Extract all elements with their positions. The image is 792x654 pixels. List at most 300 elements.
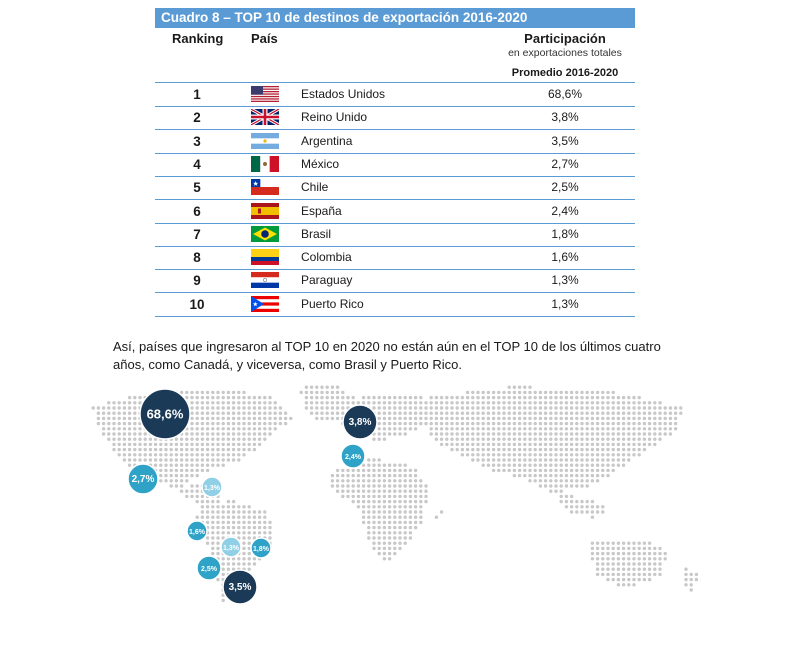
map-dot [336,484,339,487]
map-dot [430,401,433,404]
map-dot [471,443,474,446]
map-dot [596,396,599,399]
map-dot [450,396,453,399]
map-dot [227,516,230,519]
map-dot [508,422,511,425]
map-dot [232,443,235,446]
map-dot [575,396,578,399]
map-dot [638,422,641,425]
map-dot [658,573,661,576]
map-dot [211,396,214,399]
map-dot [632,453,635,456]
map-dot [393,469,396,472]
map-dot [185,479,188,482]
map-dot [112,422,115,425]
map-dot [544,458,547,461]
map-dot [471,401,474,404]
country-cell: Colombia [301,250,352,265]
map-dot [617,568,620,571]
map-dot [190,391,193,394]
map-dot [606,547,609,550]
map-dot [388,412,391,415]
map-dot [326,417,329,420]
map-dot [638,552,641,555]
map-dot [534,479,537,482]
paragraph: Así, países que ingresaron al TOP 10 en 2020 no están aún en el TOP 10 de los últimos cuatro años, como Canadá, y viceversa, como Brasil y Puerto Rico. [113,339,661,372]
map-dot [456,438,459,441]
map-dot [404,521,407,524]
map-dot [242,448,245,451]
share-cell: 3,5% [551,133,579,148]
map-dot [632,438,635,441]
map-dot [539,458,542,461]
map-dot [596,427,599,430]
map-dot [482,422,485,425]
map-dot [310,412,313,415]
map-dot [253,406,256,409]
map-dot [201,448,204,451]
map-dot [606,557,609,560]
map-dot [211,448,214,451]
map-dot [268,417,271,420]
map-dot [305,406,308,409]
map-dot [580,510,583,513]
map-dot [206,396,209,399]
map-dot [388,427,391,430]
map-dot [461,448,464,451]
map-dot [627,458,630,461]
map-dot [118,412,121,415]
map-dot [606,417,609,420]
map-dot [591,510,594,513]
map-dot [502,406,505,409]
map-dot [648,401,651,404]
map-dot [305,391,308,394]
map-dot [185,464,188,467]
map-dot [341,495,344,498]
map-dot [430,427,433,430]
map-dot [638,443,641,446]
map-dot [435,396,438,399]
map-dot [664,412,667,415]
map-dot [508,406,511,409]
map-dot [612,578,615,581]
map-dot [586,464,589,467]
map-dot [596,417,599,420]
map-dot [690,583,693,586]
map-dot [560,427,563,430]
map-dot [586,474,589,477]
map-dot [570,458,573,461]
map-dot [591,464,594,467]
map-dot [398,547,401,550]
map-dot [617,458,620,461]
map-dot [560,417,563,420]
map-dot [523,412,526,415]
map-dot [601,412,604,415]
map-dot [482,391,485,394]
map-dot [575,412,578,415]
map-dot [456,432,459,435]
map-dot [185,443,188,446]
map-dot [118,422,121,425]
map-dot [310,406,313,409]
map-dot [570,453,573,456]
map-dot [435,516,438,519]
map-dot [362,495,365,498]
map-dot [404,396,407,399]
map-dot [549,464,552,467]
map-dot [398,484,401,487]
map-dot [596,443,599,446]
map-dot [232,531,235,534]
map-dot [606,464,609,467]
map-dot [461,427,464,430]
map-dot [196,401,199,404]
map-dot [378,474,381,477]
map-dot [248,401,251,404]
map-dot [242,438,245,441]
map-dot [164,448,167,451]
map-dot [159,448,162,451]
map-dot [196,391,199,394]
map-dot [612,464,615,467]
map-dot [627,417,630,420]
map-dot [138,396,141,399]
map-dot [622,542,625,545]
map-dot [190,401,193,404]
map-dot [331,386,334,389]
map-dot [570,396,573,399]
map-dot [502,464,505,467]
map-dot [404,526,407,529]
map-dot [476,401,479,404]
map-dot [528,422,531,425]
map-dot [601,448,604,451]
map-dot [508,386,511,389]
map-dot [554,474,557,477]
map-dot [450,438,453,441]
map-dot [658,547,661,550]
map-dot [378,521,381,524]
map-dot [404,505,407,508]
map-dot [248,557,251,560]
map-bubble-label: 2,5% [201,566,217,573]
map-dot [612,422,615,425]
map-dot [196,417,199,420]
map-dot [253,412,256,415]
map-dot [513,406,516,409]
map-dot [638,578,641,581]
map-dot [591,412,594,415]
map-dot [570,448,573,451]
map-dot [248,562,251,565]
map-dot [253,510,256,513]
map-dot [409,531,412,534]
map-dot [190,464,193,467]
map-dot [398,495,401,498]
map-dot [268,427,271,430]
map-dot [383,557,386,560]
map-dot [362,490,365,493]
map-dot [341,406,344,409]
map-dot [175,484,178,487]
map-dot [206,427,209,430]
header-participacion: Participación [524,31,606,46]
map-dot [123,432,126,435]
map-dot [149,448,152,451]
map-dot [102,422,105,425]
map-dot [185,458,188,461]
map-dot [268,536,271,539]
map-dot [128,432,131,435]
map-dot [336,479,339,482]
map-dot [617,578,620,581]
map-dot [658,568,661,571]
map-dot [570,427,573,430]
map-dot [388,526,391,529]
map-dot [617,417,620,420]
map-dot [570,438,573,441]
map-dot [513,432,516,435]
map-dot [518,432,521,435]
map-dot [497,448,500,451]
map-dot [612,443,615,446]
map-dot [518,406,521,409]
map-dot [487,448,490,451]
map-dot [398,516,401,519]
map-dot [487,401,490,404]
map-dot [476,443,479,446]
map-dot [648,562,651,565]
map-dot [554,448,557,451]
map-dot [170,469,173,472]
map-dot [336,417,339,420]
map-dot [341,490,344,493]
share-cell: 1,3% [551,296,579,311]
map-dot [237,401,240,404]
map-dot [471,448,474,451]
map-dot [336,401,339,404]
map-dot [263,412,266,415]
map-dot [414,526,417,529]
map-dot [315,401,318,404]
map-dot [180,479,183,482]
country-cell: Puerto Rico [301,296,364,311]
map-dot [237,521,240,524]
map-dot [643,412,646,415]
map-dot [367,505,370,508]
map-dot [497,438,500,441]
map-dot [164,453,167,456]
map-dot [554,453,557,456]
map-dot [196,427,199,430]
map-dot [216,500,219,503]
map-dot [180,464,183,467]
map-dot [211,406,214,409]
map-dot [653,417,656,420]
map-dot [315,406,318,409]
map-dot [622,406,625,409]
map-dot [123,412,126,415]
map-dot [258,526,261,529]
map-dot [419,490,422,493]
map-dot [414,469,417,472]
map-dot [378,547,381,550]
map-dot [206,464,209,467]
map-dot [445,396,448,399]
map-dot [622,427,625,430]
map-dot [388,396,391,399]
map-dot [128,458,131,461]
map-dot [185,453,188,456]
map-dot [248,521,251,524]
map-dot [643,547,646,550]
map-dot [461,438,464,441]
map-dot [372,500,375,503]
map-dot [508,391,511,394]
map-dot [632,412,635,415]
map-dot [476,412,479,415]
map-dot [539,417,542,420]
map-dot [601,401,604,404]
map-dot [627,578,630,581]
map-dot [237,412,240,415]
map-dot [362,401,365,404]
map-dot [383,406,386,409]
map-dot [534,458,537,461]
map-dot [482,401,485,404]
map-dot [274,427,277,430]
map-dot [601,396,604,399]
map-dot [586,438,589,441]
map-dot [622,464,625,467]
rank-cell: 5 [193,180,201,196]
map-dot [565,474,568,477]
map-dot [534,464,537,467]
map-dot [232,505,235,508]
map-dot [398,521,401,524]
map-dot [232,562,235,565]
map-dot [398,464,401,467]
map-dot [539,422,542,425]
map-dot [586,422,589,425]
map-dot [190,469,193,472]
map-dot [638,542,641,545]
map-dot [534,453,537,456]
map-dot [554,396,557,399]
map-dot [643,578,646,581]
map-dot [237,557,240,560]
map-dot [617,583,620,586]
map-dot [606,422,609,425]
map-dot [461,412,464,415]
map-dot [627,422,630,425]
map-dot [227,568,230,571]
map-dot [310,401,313,404]
map-dot [372,510,375,513]
map-dot [591,417,594,420]
map-dot [388,490,391,493]
map-dot [404,406,407,409]
map-dot [222,521,225,524]
map-dot [258,521,261,524]
map-dot [591,443,594,446]
map-dot [596,401,599,404]
map-dot [534,474,537,477]
map-dot [617,542,620,545]
map-dot [513,427,516,430]
map-dot [632,578,635,581]
map-dot [372,396,375,399]
map-dot [388,469,391,472]
map-dot [414,521,417,524]
map-dot [102,412,105,415]
map-dot [617,573,620,576]
map-dot [435,406,438,409]
map-dot [206,443,209,446]
map-dot [565,406,568,409]
map-dot [367,474,370,477]
map-dot [612,547,615,550]
map-dot [268,531,271,534]
map-dot [591,500,594,503]
map-dot [372,516,375,519]
map-dot [596,469,599,472]
map-dot [144,438,147,441]
map-dot [502,391,505,394]
map-dot [222,573,225,576]
map-dot [612,562,615,565]
map-dot [487,422,490,425]
share-cell: 68,6% [547,87,583,101]
map-dot [580,401,583,404]
map-dot [180,474,183,477]
map-dot [211,412,214,415]
map-dot [523,422,526,425]
map-dot [518,438,521,441]
map-dot [232,453,235,456]
map-dot [409,490,412,493]
map-dot [580,453,583,456]
map-dot [591,458,594,461]
map-dot [196,464,199,467]
map-dot [149,458,152,461]
map-dot [315,396,318,399]
map-dot [653,557,656,560]
map-dot [549,427,552,430]
map-dot [669,427,672,430]
map-dot [383,479,386,482]
map-dot [476,406,479,409]
map-dot [664,417,667,420]
map-dot [258,510,261,513]
map-dot [315,417,318,420]
map-dot [487,464,490,467]
map-dot [211,391,214,394]
map-dot [248,552,251,555]
map-dot [482,438,485,441]
map-dot [393,474,396,477]
map-dot [617,427,620,430]
map-dot [575,417,578,420]
map-dot [138,432,141,435]
map-dot [508,396,511,399]
map-dot [222,458,225,461]
map-dot [274,417,277,420]
rank-cell: 9 [193,273,201,289]
map-dot [560,406,563,409]
